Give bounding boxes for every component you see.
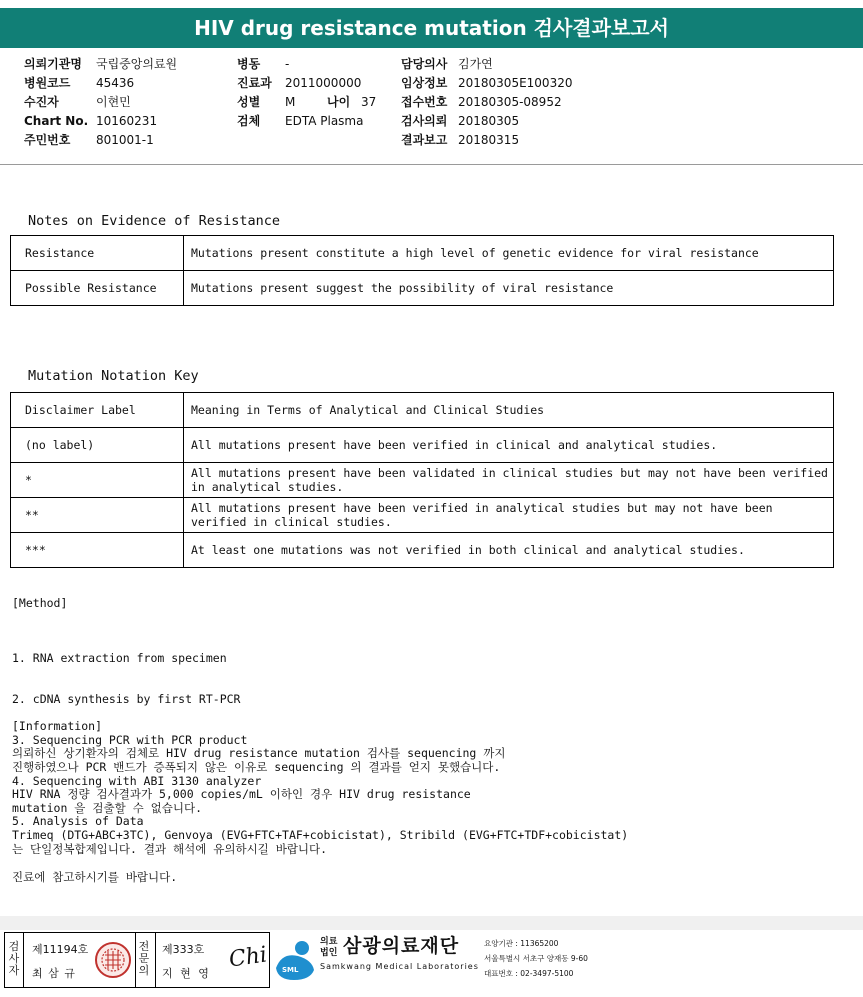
notation-text: All mutations present have been validated in clinical studies but may not have been verified in analytical studies. xyxy=(184,463,834,498)
logo-text: SML xyxy=(282,966,299,974)
notation-text: At least one mutations was not verified in both clinical and analytical studies. xyxy=(184,533,834,568)
official-seal-icon xyxy=(94,941,132,979)
report-title: HIV drug resistance mutation 검사결과보고서 xyxy=(0,8,863,48)
notation-text: Meaning in Terms of Analytical and Clinical Studies xyxy=(184,393,834,428)
field-label: 임상정보 xyxy=(401,76,448,90)
org-code: 요양기관 : 11365200 xyxy=(484,939,559,948)
notation-label: * xyxy=(11,463,184,498)
field-label: 검체 xyxy=(237,114,261,128)
org-type: 의료 법인 xyxy=(320,937,338,958)
signature: Chi xyxy=(227,942,269,973)
field-label: 성별 xyxy=(237,95,261,109)
field-label: 주민번호 xyxy=(24,133,71,147)
field-label: 병동 xyxy=(237,57,261,71)
field-value: M xyxy=(285,95,296,109)
patient-info-col3 xyxy=(401,55,572,150)
information-paragraph: 진료에 참고하시기를 바랍니다. xyxy=(12,870,178,884)
field-value: 20180305E100320 xyxy=(458,76,573,90)
org-address: 서울특별시 서초구 양재동 9-60 xyxy=(484,954,588,963)
notation-section-title: Mutation Notation Key xyxy=(28,368,199,384)
field-value: EDTA Plasma xyxy=(285,114,364,128)
age-value: 37 xyxy=(361,95,377,109)
footer-band xyxy=(0,916,863,930)
inspector-no: 제11194호 xyxy=(32,943,89,956)
age-label: 나이 xyxy=(327,95,351,109)
specialist-no: 제333호 xyxy=(162,943,205,956)
notation-label: *** xyxy=(11,533,184,568)
org-name-en: Samkwang Medical Laboratories xyxy=(320,962,479,971)
patient-info-col1 xyxy=(24,55,177,150)
table-row xyxy=(11,393,834,428)
field-label: 담당의사 xyxy=(401,57,448,71)
method-step: 4. Sequencing with ABI 3130 analyzer xyxy=(12,773,262,788)
field-value: 2011000000 xyxy=(285,76,362,90)
notation-label: ** xyxy=(11,498,184,533)
table-row xyxy=(11,236,834,271)
field-label: 병원코드 xyxy=(24,76,71,90)
table-row xyxy=(11,498,834,533)
specialist-label: 전 문 의 xyxy=(138,940,150,977)
field-value: 국립중앙의료원 xyxy=(96,57,178,71)
field-label: 검사의뢰 xyxy=(401,114,448,128)
field-label: 결과보고 xyxy=(401,133,448,147)
field-value: 20180315 xyxy=(458,133,520,147)
method-step: 1. RNA extraction from specimen xyxy=(12,651,227,666)
inspector-name: 최 삼 규 xyxy=(32,967,76,980)
method-step: 3. Sequencing PCR with PCR product xyxy=(12,732,248,747)
evidence-label: Possible Resistance xyxy=(11,271,184,306)
field-label: Chart No. xyxy=(24,114,89,128)
patient-info-col2 xyxy=(237,55,376,131)
field-value: 20180305-08952 xyxy=(458,95,562,109)
signature-box xyxy=(4,932,270,988)
org-contact xyxy=(484,936,588,981)
information-paragraph: 의뢰하신 상기환자의 검체로 HIV drug resistance mutation 검사를 sequencing 까지 진행하였으나 PCR 밴드가 증폭되지 않은 이유로 sequencing 의 결과를 얻지 못했습니다. xyxy=(12,746,506,774)
field-value: 이현민 xyxy=(96,95,131,109)
field-value: 45436 xyxy=(96,76,135,90)
method-step: 5. Analysis of Data xyxy=(12,814,144,829)
field-value: 801001-1 xyxy=(96,133,154,147)
information-paragraph: HIV RNA 정량 검사결과가 5,000 copies/mL 이하인 경우 HIV drug resistance mutation 을 검출할 수 없습니다. xyxy=(12,787,471,815)
field-label: 의뢰기관명 xyxy=(24,57,82,71)
table-row xyxy=(11,533,834,568)
notation-text: All mutations present have been verified in clinical and analytical studies. xyxy=(184,428,834,463)
table-row xyxy=(11,428,834,463)
field-value: - xyxy=(285,57,290,71)
table-row xyxy=(11,271,834,306)
evidence-text: Mutations present constitute a high level of genetic evidence for viral resistance xyxy=(184,236,834,271)
method-heading: [Method] xyxy=(12,596,68,610)
specialist-name: 지 현 영 xyxy=(162,967,211,980)
notation-label: (no label) xyxy=(11,428,184,463)
field-value: 10160231 xyxy=(96,114,158,128)
evidence-label: Resistance xyxy=(11,236,184,271)
notation-label: Disclaimer Label xyxy=(11,393,184,428)
field-label: 수진자 xyxy=(24,95,59,109)
evidence-section-title: Notes on Evidence of Resistance xyxy=(28,213,280,229)
information-heading: [Information] xyxy=(12,719,103,733)
field-label: 접수번호 xyxy=(401,95,448,109)
org-phone: 대표번호 : 02-3497-5100 xyxy=(484,969,574,978)
information-paragraph: Trimeq (DTG+ABC+3TC), Genvoya (EVG+FTC+TAF+cobicistat), Stribild (EVG+FTC+TDF+cobicistat) 는 단일정복합제입니다. 결과 해석에 유의하시길 바랍니다. xyxy=(12,828,629,856)
evidence-table xyxy=(10,235,834,306)
field-value: 김가연 xyxy=(458,57,493,71)
field-value: 20180305 xyxy=(458,114,520,128)
field-label: 진료과 xyxy=(237,76,272,90)
header-divider xyxy=(0,164,863,165)
inspector-label: 검 사 자 xyxy=(8,940,20,977)
notation-table xyxy=(10,392,834,568)
org-name: 삼광의료재단 xyxy=(343,935,460,957)
table-row xyxy=(11,463,834,498)
notation-text: All mutations present have been verified in analytical studies but may not have been verified in clinical studies. xyxy=(184,498,834,533)
sml-logo-icon xyxy=(272,934,318,982)
evidence-text: Mutations present suggest the possibility of viral resistance xyxy=(184,271,834,306)
method-step: 2. cDNA synthesis by first RT-PCR xyxy=(12,691,241,706)
